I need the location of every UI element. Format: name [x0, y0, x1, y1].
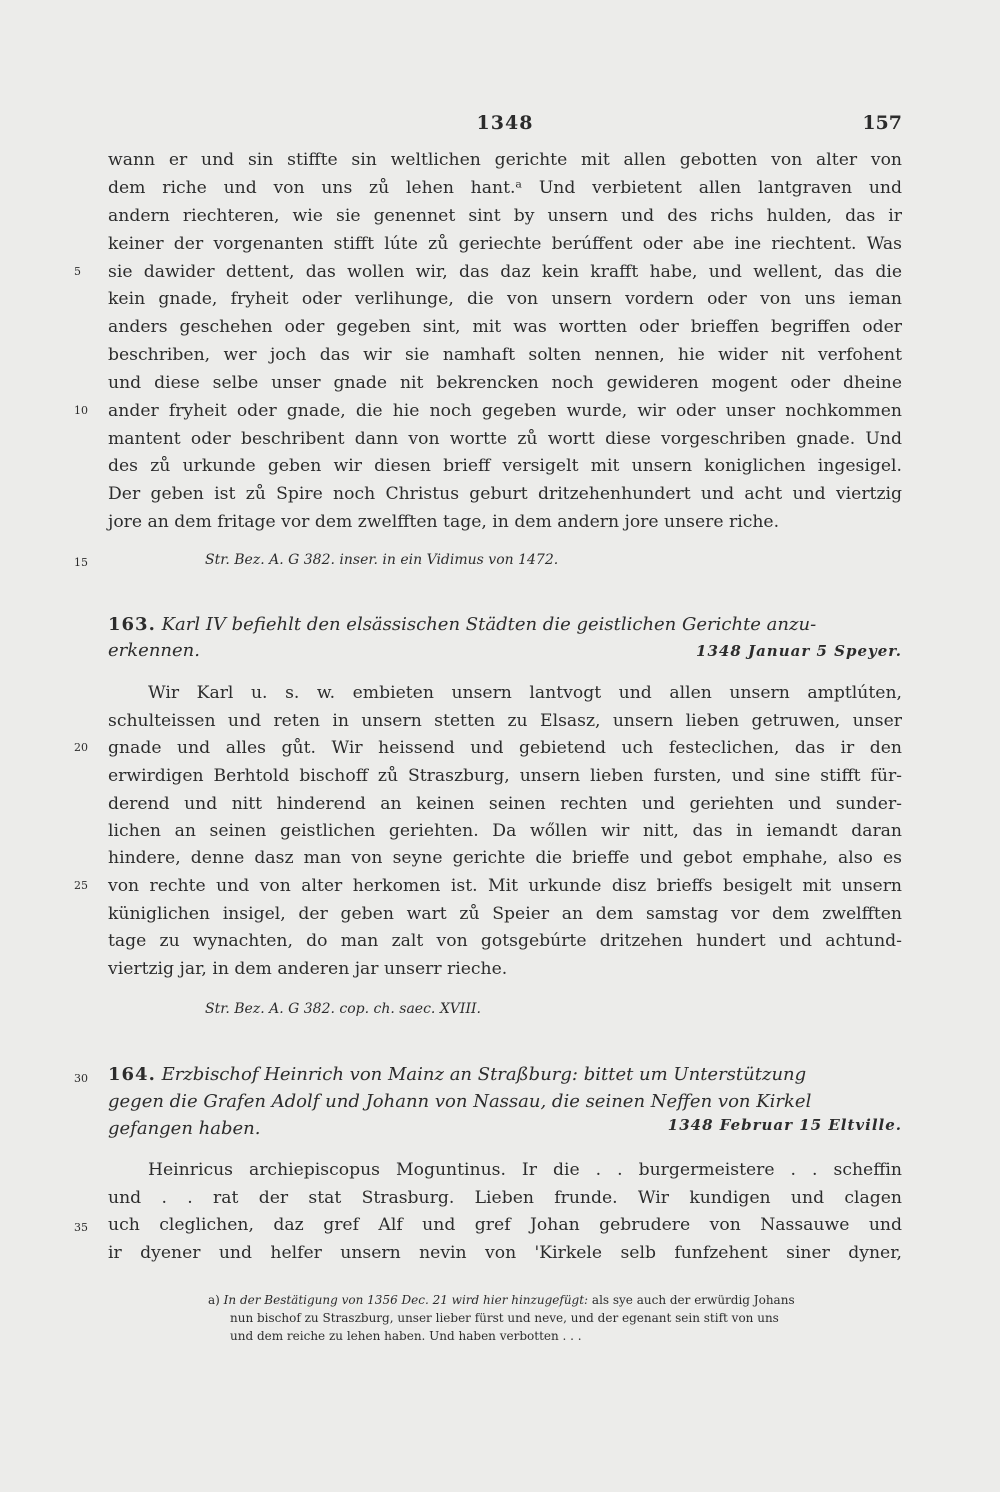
text-line: gnade und alles gůt. Wir heissend und gebietend uch festeclichen, das ir den: [108, 738, 902, 758]
text-line: kein gnade, fryheit oder verlihunge, die von unsern vordern oder von uns ieman: [108, 289, 902, 309]
line-number: 10: [74, 404, 88, 417]
footnote-marker: a): [208, 1293, 220, 1307]
text-line: uch cleglichen, daz gref Alf und gref Johan gebrudere von Nassauwe und: [108, 1215, 902, 1235]
running-head-year: 1348: [476, 112, 534, 134]
text-line: andern riechteren, wie sie genennet sint by unsern und des richs hulden, das ir: [108, 206, 902, 226]
text-line: lichen an seinen geistlichen geriehten. Da wőllen wir nitt, das in iemandt daran: [108, 821, 902, 841]
source-citation: Str. Bez. A. G 382. inser. in ein Vidimus von 1472.: [205, 552, 559, 568]
document-number: 164.: [108, 1064, 156, 1085]
title-line: Erzbischof Heinrich von Mainz an Straßburg: bittet um Unterstützung: [155, 1064, 807, 1085]
page-number: 157: [862, 112, 902, 134]
text-line: und . . rat der stat Strasburg. Lieben frunde. Wir kundigen und clagen: [108, 1188, 902, 1208]
text-line: und diese selbe unser gnade nit bekrencken noch gewideren mogent oder dheine: [108, 373, 902, 393]
text-line: wann er und sin stiffte sin weltlichen gerichte mit allen gebotten von alter von: [108, 150, 902, 170]
line-number: 25: [74, 879, 88, 892]
text-line: Der geben ist zů Spire noch Christus geburt dritzehenhundert und acht und viertzig: [108, 484, 902, 504]
text-line: beschriben, wer joch das wir sie namhaft solten nennen, hie wider nit verfohent: [108, 345, 902, 365]
text-line: keiner der vorgenanten stifft lúte zů geriechte berúffent oder abe ine riechtent. Was: [108, 234, 902, 254]
title-line: gegen die Grafen Adolf und Johann von Nassau, die seinen Neffen von Kirkel: [108, 1091, 812, 1112]
text-line: Heinricus archiepiscopus Moguntinus. Ir die . . burgermeistere . . scheffin: [148, 1160, 902, 1180]
text-line: mantent oder beschribent dann von wortte zů wortt diese vorgeschriben gnade. Und: [108, 429, 902, 449]
text-line: jore an dem fritage vor dem zwelfften tage, in dem andern jore unsere riche.: [108, 512, 780, 532]
text-line: anders geschehen oder gegeben sint, mit was wortten oder brieffen begriffen oder: [108, 317, 902, 337]
footnote-text: als sye auch der erwürdig Johans: [588, 1293, 795, 1307]
text-line: derend und nitt hinderend an keinen seinen rechten und geriehten und sunder-: [108, 794, 902, 814]
line-number: 15: [74, 556, 88, 569]
text-line: Wir Karl u. s. w. embieten unsern lantvogt und allen unsern amptlúten,: [148, 683, 902, 703]
footnote-line: und dem reiche zu lehen haben. Und haben verbotten . . .: [230, 1329, 582, 1343]
footnote-italic: In der Bestätigung von 1356 Dec. 21 wird hier hinzugefügt:: [219, 1293, 589, 1307]
line-number: 30: [74, 1072, 88, 1085]
text-line: ander fryheit oder gnade, die hie noch gegeben wurde, wir oder unser nochkommen: [108, 401, 902, 421]
title-line: erkennen.: [108, 640, 200, 661]
text-line: schulteissen und reten in unsern stetten zu Elsasz, unsern lieben getruwen, unser: [108, 711, 902, 731]
line-number: 5: [74, 265, 81, 278]
document-title: [108, 613, 902, 637]
source-citation: Str. Bez. A. G 382. cop. ch. saec. XVIII.: [205, 1001, 481, 1017]
text-line: des zů urkunde geben wir diesen brieff versigelt mit unsern koniglichen ingesigel.: [108, 456, 902, 476]
text-line: erwirdigen Berhtold bischoff zů Straszburg, unsern lieben fursten, und sine stifft für-: [108, 766, 902, 786]
document-title: [108, 1063, 902, 1087]
page-header: [108, 112, 902, 138]
document-date: 1348 Januar 5 Speyer.: [696, 642, 902, 660]
text-line: von rechte und von alter herkomen ist. Mit urkunde disz brieffs besigelt mit unsern: [108, 876, 902, 896]
footnote-line: nun bischof zu Straszburg, unser lieber fürst und neve, und der egenant sein stift von uns: [230, 1311, 779, 1325]
text-line: viertzig jar, in dem anderen jar unserr rieche.: [108, 959, 508, 979]
document-date: 1348 Februar 15 Eltville.: [667, 1116, 902, 1134]
text-line: dem riche und von uns zů lehen hant.ᵃ Und verbietent allen lantgraven und: [108, 178, 902, 198]
title-line: Karl IV befiehlt den elsässischen Städten die geistlichen Gerichte anzu-: [155, 614, 817, 635]
title-line: gefangen haben.: [108, 1118, 261, 1139]
text-line: ir dyener und helfer unsern nevin von 'Kirkele selb funfzehent siner dyner,: [108, 1243, 902, 1263]
line-number: 35: [74, 1221, 88, 1234]
text-line: sie dawider dettent, das wollen wir, das daz kein krafft habe, und wellent, das die: [108, 262, 902, 282]
text-line: küniglichen insigel, der geben wart zů Speier an dem samstag vor dem zwelfften: [108, 904, 902, 924]
document-number: 163.: [108, 614, 156, 635]
footnote-line: [208, 1291, 902, 1309]
line-number: 20: [74, 741, 88, 754]
text-line: tage zu wynachten, do man zalt von gotsgebúrte dritzehen hundert und achtund-: [108, 931, 902, 951]
text-line: hindere, denne dasz man von seyne gerichte die brieffe und gebot emphahe, also es: [108, 848, 902, 868]
